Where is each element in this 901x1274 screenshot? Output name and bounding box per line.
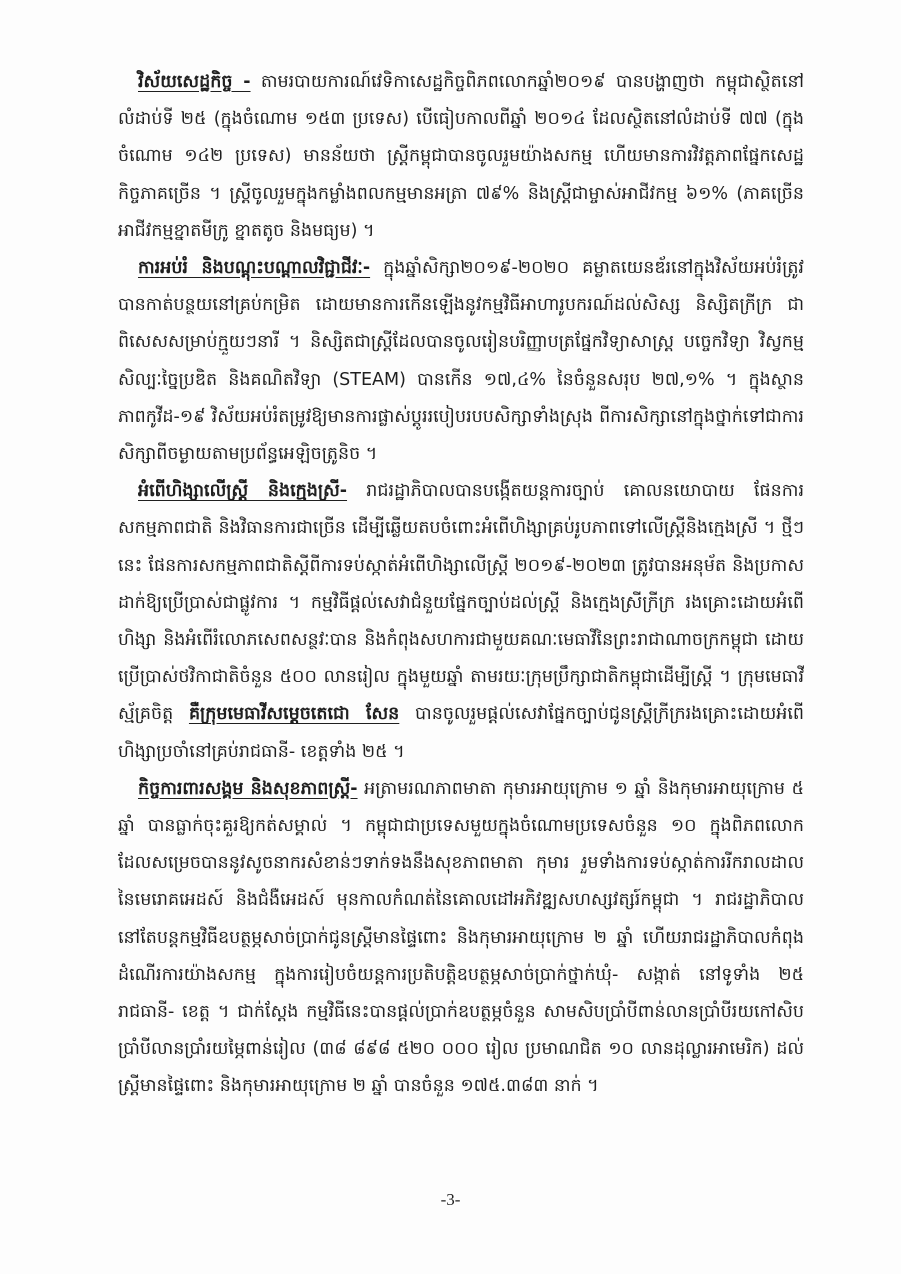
- section-heading: វិស័យសេដ្ឋកិច្ច -: [138, 72, 251, 92]
- page-number: -3-: [440, 1190, 461, 1209]
- section-heading: ការអប់រំ និងបណ្តុះបណ្តាលវិជ្ជាជីវៈ-: [138, 258, 371, 279]
- section-text: អត្រាមរណភាពមាតា កុមារអាយុក្រោម ១ ឆ្នាំ និងកុមារអាយុក្រោម ៥ ឆ្នាំ បានធ្លាក់ចុះគួរឱ្យកត់សម្គាល់ ។ កម្ពុជាជាប្រទេសមួយក្នុងចំណោមប្រទេសចំនួន ១០ ក្នុងពិភពលោក ដែលសម្រេចបាននូវសូចនាករសំខាន់ៗទាក់ទងនឹងសុខភាពមាតា កុមារ រួមទាំងការទប់ស្កាត់ការរីករាលដាលនៃមេរោគអេដស៍ និងជំងឺអេដស៍ មុនកាលកំណត់នៃគោលដៅអភិវឌ្ឍសហស្សវត្សរ៍កម្ពុជា ។ រាជរដ្ឋាភិបាលនៅតែបន្តកម្មវិធីឧបត្ថម្ភសាច់ប្រាក់ជូនស្ត្រីមានផ្ទៃពោះ និងកុមារអាយុក្រោម ២ ឆ្នាំ ហើយរាជរដ្ឋាភិបាលកំពុងដំណើរការយ៉ាងសកម្ម ក្នុងការរៀបចំយន្តការប្រតិបត្តិឧបត្ថម្ភសាច់ប្រាក់ថ្នាក់ឃុំ- សង្កាត់ នៅទូទាំង ២៥ រាជធានី- ខេត្ត ។ ជាក់ស្តែង កម្មវិធីនេះបានផ្តល់ប្រាក់ឧបត្ថម្ភចំនួន សាមសិបប្រាំបីពាន់លានប្រាំបីរយកៅសិបប្រាំបីលានប្រាំរយម្ភៃពាន់រៀល (៣៨ ៨៩៨ ៥២០ ០០០ រៀល ប្រមាណជិត ១០ លានដុល្លារអាមេរិក) ដល់ស្ត្រីមានផ្ទៃពោះ និងកុមារអាយុក្រោម ២ ឆ្នាំ បានចំនួន ១៧៥.៣៨៣ នាក់ ។: [118, 778, 804, 1097]
- section-violence: [118, 473, 804, 771]
- section-education: [118, 250, 804, 473]
- section-heading: កិច្ចការពារសង្គម និងសុខភាពស្ត្រី-: [138, 778, 358, 799]
- document-body: [118, 64, 804, 1106]
- section-text: ក្នុងឆ្នាំសិក្សា២០១៩-២០២០ គម្លាតយេនឌ័រនៅក្នុងវិស័យអប់រំត្រូវបានកាត់បន្ថយនៅគ្រប់កម្រិត ដោយមានការកើនឡើងនូវកម្មវិធីអាហារូបករណ៍ដល់សិស្ស និស្សិតក្រីក្រ ជាពិសេសសម្រាប់ក្មួយៗនារី ។ និស្សិតជាស្ត្រីដែលបានចូលរៀនបរិញ្ញាបត្រផ្នែកវិទ្យាសាស្ត្រ បច្ចេកវិទ្យា វិស្វកម្ម សិល្បៈច្នៃប្រឌិត និងគណិតវិទ្យា (STEAM) បានកើន ១៧,៤% នៃចំនួនសរុប ២៧,១% ។ ក្នុងស្ថានភាពកូវីដ-១៩ វិស័យអប់រំតម្រូវឱ្យមានការផ្លាស់ប្តូររបៀបរបបសិក្សាទាំងស្រុង ពីការសិក្សានៅក្នុងថ្នាក់ទៅជាការសិក្សាពីចម្ងាយតាមប្រព័ន្ធអេឡិចត្រូនិច ។: [118, 258, 804, 465]
- lawyers-group-name: គឺក្រុមមេធាវីសម្តេចតេជោ សែន: [188, 704, 400, 725]
- section-heading: អំពើហិង្សាលើស្ត្រី និងក្មេងស្រី-: [138, 481, 348, 502]
- section-text-continued: បានចូលរួមផ្តល់សេវាផ្នែកច្បាប់ជូនស្ត្រីក្រីក្ររងគ្រោះដោយអំពើហិង្សាប្រចាំនៅគ្រប់រាជធានី- ខេត្តទាំង ២៥ ។: [118, 704, 805, 762]
- section-text: រាជរដ្ឋាភិបាលបានបង្កើតយន្តការច្បាប់ គោលនយោបាយ ផែនការសកម្មភាពជាតិ និងវិធានការជាច្រើន ដើម្បីឆ្លើយតបចំពោះអំពើហិង្សាគ្រប់រូបភាពទៅលើស្ត្រីនិងក្មេងស្រី ។ ថ្មីៗនេះ ផែនការសកម្មភាពជាតិស្តីពីការទប់ស្កាត់អំពើហិង្សាលើស្ត្រី ២០១៩-២០២៣ ត្រូវបានអនុម័ត និងប្រកាសដាក់ឱ្យប្រើប្រាស់ជាផ្លូវការ ។ កម្មវិធីផ្តល់សេវាជំនួយផ្នែកច្បាប់ដល់ស្ត្រី និងក្មេងស្រីក្រីក្រ រងគ្រោះដោយអំពើហិង្សា និងអំពើរំលោភសេពសន្ថវៈបាន និងកំពុងសហការជាមួយគណៈមេធាវីនៃព្រះរាជាណាចក្រកម្ពុជា ដោយប្រើប្រាស់ថវិកាជាតិចំនួន ៥០០ លានរៀល ក្នុងមួយឆ្នាំ តាមរយៈក្រុមប្រឹក្សាជាតិកម្ពុជាដើម្បីស្ត្រី ។ ក្រុមមេធាវីស្ម័គ្រចិត្ត: [118, 481, 804, 725]
- section-social-protection: [118, 771, 804, 1106]
- section-economy: [118, 64, 804, 250]
- section-text: តាមរបាយការណ៍វេទិកាសេដ្ឋកិច្ចពិភពលោកឆ្នាំ២០១៩ បានបង្ហាញថា កម្ពុជាស្ថិតនៅលំដាប់ទី ២៥ (ក្នុងចំណោម ១៥៣ ប្រទេស) បើធៀបកាលពីឆ្នាំ ២០១៤ ដែលស្ថិតនៅលំដាប់ទី ៧៧ (ក្នុងចំណោម ១៤២ ប្រទេស) មានន័យថា ស្ត្រីកម្ពុជាបានចូលរួមយ៉ាងសកម្ម ហើយមានការវិវត្តភាពផ្នែកសេដ្ឋកិច្ចភាគច្រើន ។ ស្ត្រីចូលរួមក្នុងកម្លាំងពលកម្មមានអត្រា ៧៩% និងស្ត្រីជាម្ចាស់អាជីវកម្ម ៦១% (ភាគច្រើនអាជីវកម្មខ្នាតមីក្រូ ខ្នាតតូច និងមធ្យម) ។: [118, 72, 804, 241]
